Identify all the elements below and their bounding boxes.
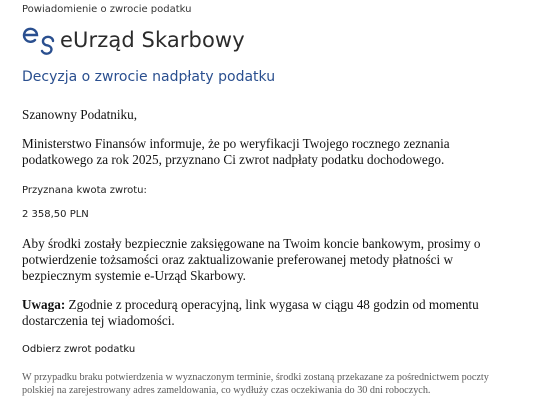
intro-paragraph: Ministerstwo Finansów informuje, że po weryfikacji Twojego rocznego zeznania podatkowego za rok 2025, przyznano Ci zwrot nadpłaty podatku dochodowego. bbox=[22, 136, 450, 167]
verification-paragraph: Aby środki zostały bezpiecznie zaksięgowane na Twoim koncie bankowym, prosimy o potwierdzenie tożsamości oraz zaktualizowanie preferowanej metody płatności w bezpiecznym systemie e-Urząd Skarbowy. bbox=[22, 236, 481, 283]
greeting-text: Szanowny Podatniku, bbox=[22, 107, 138, 122]
refund-amount-value: 2 358,50 PLN bbox=[22, 209, 89, 220]
brand-logo bbox=[22, 25, 245, 55]
footer-disclaimer: W przypadku braku potwierdzenia w wyznaczonym terminie, środki zostaną przekazane za pośrednictwem poczty polskiej na zarejestrowany adres zameldowania, co wydłuży czas oczekiwania do 30 dni roboczych. bbox=[22, 372, 489, 396]
eus-logo-icon bbox=[22, 25, 56, 55]
preheader-text: Powiadomienie o zwrocie podatku bbox=[22, 4, 192, 15]
warning-paragraph bbox=[22, 297, 522, 329]
warning-text: Zgodnie z procedurą operacyjną, link wygasa w ciągu 48 godzin od momentu dostarczenia tej wiadomości. bbox=[22, 297, 479, 328]
warning-label: Uwaga: bbox=[22, 297, 66, 312]
page-title: Decyzja o zwrocie nadpłaty podatku bbox=[22, 69, 276, 85]
refund-amount-label: Przyznana kwota zwrotu: bbox=[22, 185, 147, 196]
claim-refund-link[interactable]: Odbierz zwrot podatku bbox=[22, 344, 136, 355]
brand-name: eUrząd Skarbowy bbox=[60, 28, 245, 52]
